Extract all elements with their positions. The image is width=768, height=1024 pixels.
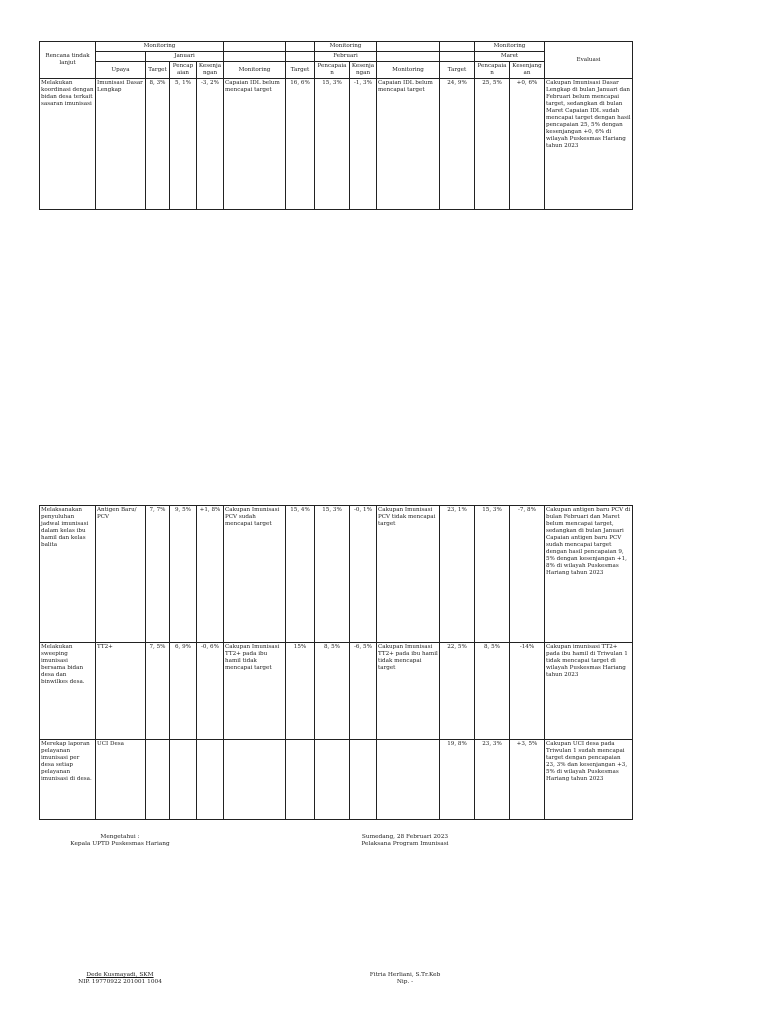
cell-feb-kesenjangan xyxy=(350,740,377,820)
cell-evaluasi: Cakupan Imunisasi Dasar Lengkap di bulan Januari dan Februari belum mencapai target, sedangkan di bulan Maret Capaian IDL sudah mencapai target dengan hasil pencapaian 25, 5% dengan kesenjangan +0, 6% di wilayah Puskesmas Hariang tahun 2023 xyxy=(545,79,633,210)
header-jan-monitoring: Monitoring xyxy=(224,62,286,79)
signature-left-name-block xyxy=(70,972,170,986)
cell-rencana: Melakukan sweeping imunisasi bersama bidan desa dan binwilkes desa. xyxy=(40,643,96,740)
header-mar-kesenjangan: Kesenjang an xyxy=(510,62,545,79)
cell-mar-pencapaian: 25, 5% xyxy=(475,79,510,210)
cell-feb-pencapaian xyxy=(315,740,350,820)
signature-right-line1: Sumedang, 28 Februari 2023 xyxy=(361,834,449,840)
cell-jan-target xyxy=(146,740,170,820)
header-rencana: Rencana tindak lanjut xyxy=(40,42,96,79)
cell-feb-target: 15% xyxy=(286,643,315,740)
header-upaya: Upaya xyxy=(96,62,146,79)
cell-jan-monitoring: Capaian IDL belum mencapai target xyxy=(224,79,286,210)
cell-jan-kesenjangan: -3, 2% xyxy=(197,79,224,210)
cell-mar-target: 19, 8% xyxy=(440,740,475,820)
cell-mar-kesenjangan: -7, 8% xyxy=(510,506,545,643)
cell-upaya: Imunisasi Dasar Lengkap xyxy=(96,79,146,210)
cell-jan-kesenjangan: +1, 8% xyxy=(197,506,224,643)
cell-mar-pencapaian: 15, 3% xyxy=(475,506,510,643)
header-jan-pencapaian: Pencap aian xyxy=(170,62,197,79)
signature-left-nip: NIP. 19770922 201001 1004 xyxy=(78,979,162,985)
cell-jan-monitoring xyxy=(224,740,286,820)
cell-evaluasi: Cakupan imunisasi TT2+ pada ibu hamil di Triwulan 1 tidak mencapai target di wilayah Puskesmas Hariang tahun 2023 xyxy=(545,643,633,740)
header-mar-target: Target xyxy=(440,62,475,79)
header-feb-monitoring: Monitoring xyxy=(377,62,440,79)
cell-feb-monitoring: Cakupan Imunisasi PCV tidak mencapai target xyxy=(377,506,440,643)
cell-jan-kesenjangan xyxy=(197,740,224,820)
cell-feb-pencapaian: 15, 3% xyxy=(315,506,350,643)
signature-right-name-block xyxy=(355,972,455,986)
cell-upaya: Antigen Baru/ PCV xyxy=(96,506,146,643)
cell-feb-target: 16, 6% xyxy=(286,79,315,210)
monitoring-table-top xyxy=(39,41,633,210)
cell-mar-target: 22, 5% xyxy=(440,643,475,740)
cell-feb-pencapaian: 15, 3% xyxy=(315,79,350,210)
header-jan-target: Target xyxy=(146,62,170,79)
cell-mar-kesenjangan: +0, 6% xyxy=(510,79,545,210)
cell-feb-kesenjangan: -6, 5% xyxy=(350,643,377,740)
cell-feb-monitoring: Capaian IDL belum mencapai target xyxy=(377,79,440,210)
cell-jan-target: 7, 7% xyxy=(146,506,170,643)
cell-jan-target: 8, 3% xyxy=(146,79,170,210)
cell-feb-pencapaian: 8, 5% xyxy=(315,643,350,740)
table-row xyxy=(40,506,633,643)
cell-upaya: UCI Desa xyxy=(96,740,146,820)
cell-jan-pencapaian: 9, 5% xyxy=(170,506,197,643)
cell-jan-kesenjangan: -0, 6% xyxy=(197,643,224,740)
signature-right-name: Fitria Herliani, S.Tr.Keb xyxy=(369,972,441,978)
header-jan-top: Monitoring xyxy=(96,42,224,52)
cell-mar-kesenjangan: -14% xyxy=(510,643,545,740)
cell-mar-pencapaian: 23, 3% xyxy=(475,740,510,820)
signature-left-name: Dede Kusmayadi, SKM xyxy=(86,972,154,978)
cell-mar-target: 24, 9% xyxy=(440,79,475,210)
signature-right-line2: Pelaksana Program Imunisasi xyxy=(361,841,449,847)
cell-jan-pencapaian: 5, 1% xyxy=(170,79,197,210)
cell-feb-monitoring: Cakupan Imunisasi TT2+ pada ibu hamil tidak mencapai target xyxy=(377,643,440,740)
cell-rencana: Melakukan koordinasi dengan bidan desa terkait sasaran imunisasi xyxy=(40,79,96,210)
header-jan-kesenjangan: Kesenja ngan xyxy=(197,62,224,79)
cell-feb-monitoring xyxy=(377,740,440,820)
header-feb-name: Februari xyxy=(315,52,377,62)
cell-feb-kesenjangan: -1, 3% xyxy=(350,79,377,210)
table-row xyxy=(40,740,633,820)
header-feb-target: Target xyxy=(286,62,315,79)
cell-jan-monitoring: Cakupan Imunisasi PCV sudah mencapai target xyxy=(224,506,286,643)
header-jan-name: Januari xyxy=(146,52,224,62)
cell-rencana: Melaksanakan penyuluhan jadwal imunisasi dalam kelas ibu hamil dan kelas balita xyxy=(40,506,96,643)
header-feb-kesenjangan: Kesenja ngan xyxy=(350,62,377,79)
monitoring-table-bottom xyxy=(39,505,633,820)
signature-block-left xyxy=(70,834,170,848)
header-feb-pencapaian: Pencapaia n xyxy=(315,62,350,79)
table-row xyxy=(40,79,633,210)
cell-jan-pencapaian: 6, 9% xyxy=(170,643,197,740)
header-mar-pencapaian: Pencapaia n xyxy=(475,62,510,79)
signature-block-right xyxy=(355,834,455,848)
cell-mar-target: 23, 1% xyxy=(440,506,475,643)
header-feb-top: Monitoring xyxy=(315,42,377,52)
table-row xyxy=(40,643,633,740)
header-mar-name: Maret xyxy=(475,52,545,62)
signature-left-line2: Kepala UPTD Puskesmas Hariang xyxy=(70,841,170,847)
cell-mar-pencapaian: 8, 5% xyxy=(475,643,510,740)
cell-jan-monitoring: Cakupan Imunisasi TT2+ pada ibu hamil tidak mencapai target xyxy=(224,643,286,740)
signature-right-nip: Nip. - xyxy=(396,979,414,985)
cell-feb-target xyxy=(286,740,315,820)
header-evaluasi: Evaluasi xyxy=(545,42,633,79)
cell-mar-kesenjangan: +3, 5% xyxy=(510,740,545,820)
cell-upaya: TT2+ xyxy=(96,643,146,740)
signature-left-line1: Mengetahui : xyxy=(100,834,140,840)
cell-rencana: Merekap laporan pelayanan imunisasi per desa setiap pelayanan imunisasi di desa. xyxy=(40,740,96,820)
cell-jan-pencapaian xyxy=(170,740,197,820)
cell-evaluasi: Cakupan UCI desa pada Triwulan 1 sudah mencapai target dengan pencapaian 23, 3% dan kesenjangan +3, 5% di wilayah Puskesmas Hariang tahun 2023 xyxy=(545,740,633,820)
header-mar-top: Monitoring xyxy=(475,42,545,52)
cell-jan-target: 7, 5% xyxy=(146,643,170,740)
cell-evaluasi: Cakupan antigen baru PCV di bulan Februari dan Maret belum mencapai target, sedangkan di bulan Januari Capaian antigen baru PCV sudah mencapai target dengan hasil pencapaian 9, 5% dengan kesenjangan +1, 8% di wilayah Puskesmas Hariang tahun 2023 xyxy=(545,506,633,643)
cell-feb-target: 15, 4% xyxy=(286,506,315,643)
cell-feb-kesenjangan: -0, 1% xyxy=(350,506,377,643)
